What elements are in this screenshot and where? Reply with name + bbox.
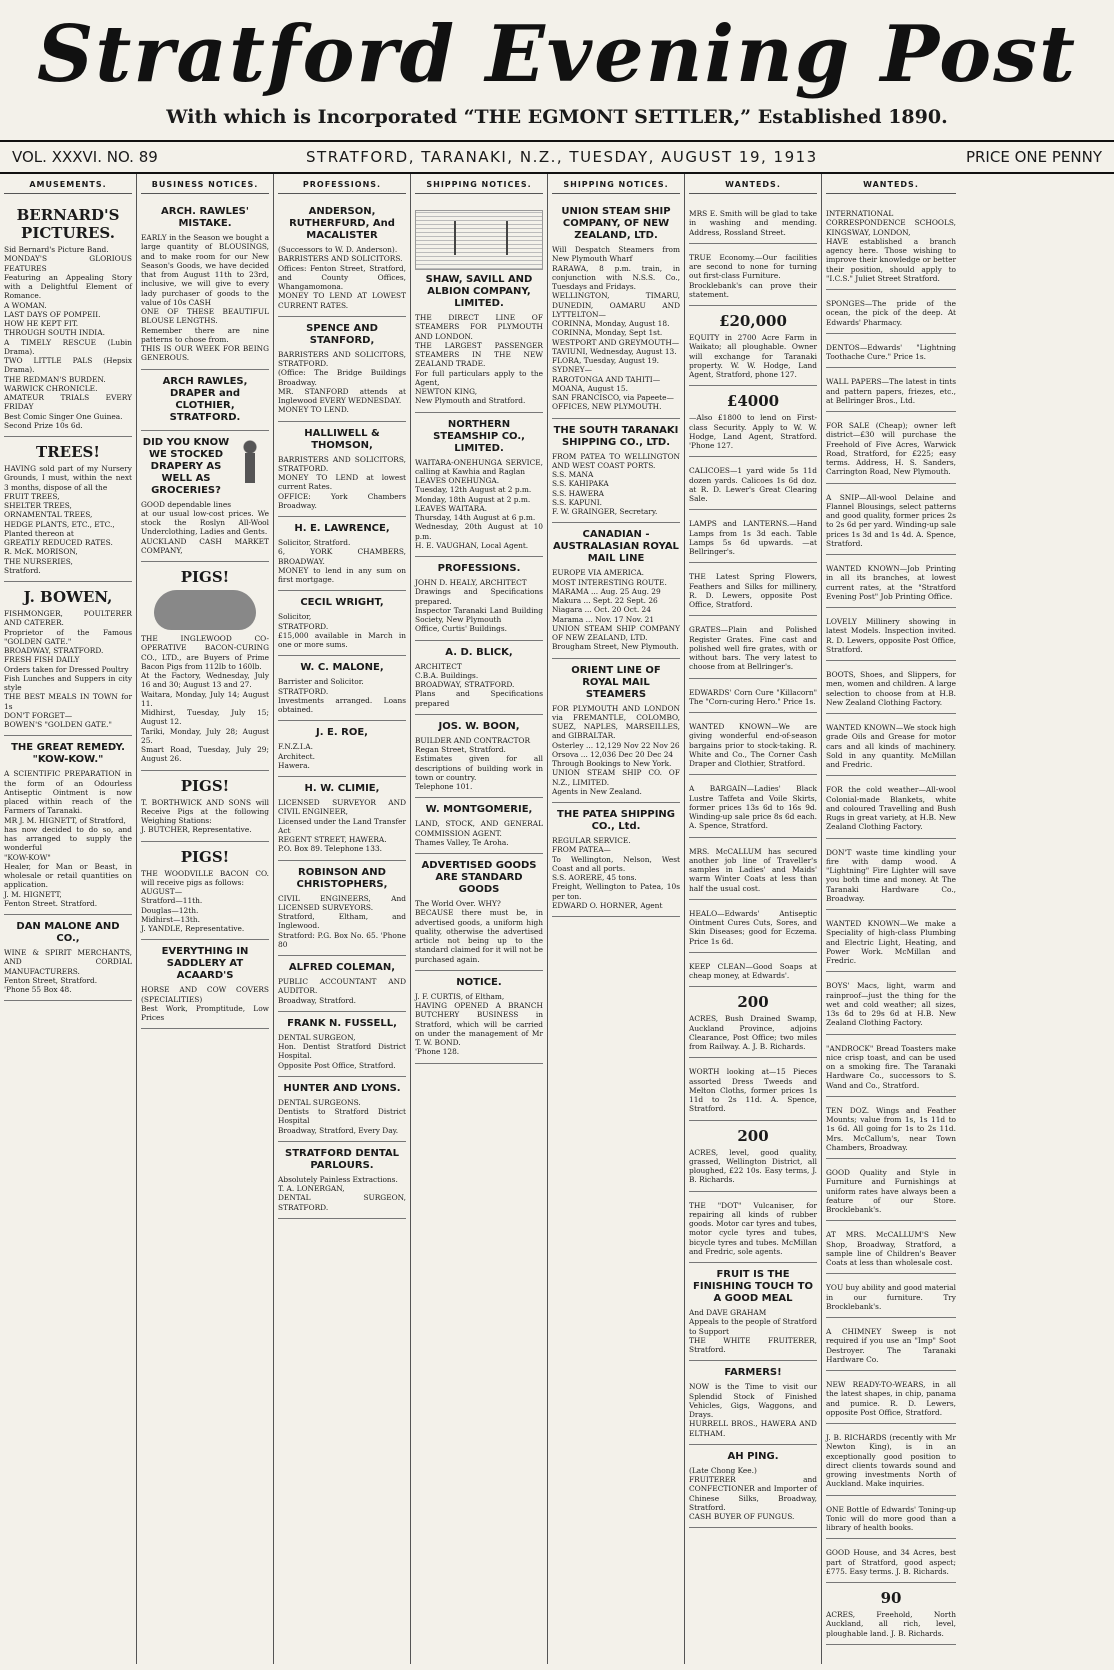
advertisement (689, 386, 817, 457)
advertisement (826, 290, 956, 334)
ad-text: SPONGES—The pride of the ocean, the pick of the deep. At Edwards' Pharmacy. (826, 299, 956, 327)
ad-title: ORIENT LINE OF ROYAL MAIL STEAMERS (571, 664, 661, 700)
ad-title: £4000 (726, 392, 780, 411)
ad-text: THE DIRECT LINE OF STEAMERS FOR PLYMOUTH AND LONDON. THE LARGEST PASSENGER STEAMERS IN THE NEW ZEALAND TRADE. For full particulars apply to the Agent, NEWTON KING, New Plymouth and Stratford. (415, 313, 543, 406)
advertisement (826, 334, 956, 369)
ad-text: ARCHITECT C.B.A. Buildings. BROADWAY, STRATFORD. Plans and Specifications prepared (415, 661, 543, 708)
advertisement (141, 200, 269, 370)
advertisement (141, 562, 269, 771)
ad-text: EUROPE VIA AMERICA. MOST INTERESTING ROUTE. MARAMA ... Aug. 25 Aug. 29 Makura ... Sept. 22 Sept. 26 Niagara ... Oct. 20 Oct. 24 Marama ... Nov. 17 Nov. 21 UNION STEAM SHIP COMPANY OF NEW ZEALAND, LTD. Brougham Street, New Plymouth. (552, 568, 680, 652)
ad-title: CECIL WRIGHT, (300, 597, 384, 609)
ad-title: DAN MALONE AND CO., (16, 921, 120, 944)
ad-title: FRANK N. FUSSELL, (287, 1017, 397, 1029)
advertisement (415, 798, 543, 854)
advertisement (278, 317, 406, 422)
advertisement (826, 1097, 956, 1159)
advertisement (689, 775, 817, 837)
ad-text: TRUE Economy.—Our facilities are second to none for turning out first-class Furniture. Brocklebank's can prove their statement. (689, 252, 817, 299)
column-heading: PROFESSIONS. (278, 180, 406, 194)
advertisement (826, 1159, 956, 1221)
ad-text: DON'T waste time kindling your fire with damp wood. A "Lightning" Fire Lighter will save you both time and money. At The Taranaki Hardware Co., Broadway. (826, 847, 956, 903)
ad-text: WANTED KNOWN—Job Printing in all its branches, at lowest current rates, at the "Stratford Evening Post" Job Printing Office. (826, 564, 956, 601)
column-heading: WANTEDS. (826, 180, 956, 194)
advertisement (689, 306, 817, 386)
advertisement (826, 1496, 956, 1540)
column-heading: SHIPPING NOTICES. (552, 180, 680, 194)
ad-text: WINE & SPIRIT MERCHANTS, AND CORDIAL MANUFACTURERS. Fenton Street, Stratford. 'Phone 55 Box 48. (4, 948, 132, 994)
steamship-illustration (415, 210, 543, 270)
ad-text: NEW READY-TO-WEARS, in all the latest shapes, in chip, panama and pumice. R. D. Lewers, opposite Post Office, Stratford. (826, 1380, 956, 1417)
advertisement (826, 412, 956, 484)
ad-title: PIGS! (180, 776, 230, 795)
ad-title: TREES! (36, 443, 100, 461)
ad-title: PIGS! (180, 847, 230, 866)
ad-text: MRS E. Smith will be glad to take in washing and mending. Address, Rossland Street. (689, 209, 817, 237)
advertisement (689, 1361, 817, 1445)
advertisement (826, 1318, 956, 1371)
bacon-illustration (154, 590, 256, 630)
ad-text: (Successors to W. D. Anderson). BARRISTERS AND SOLICITORS. Offices: Fenton Street, Stratford, and County Offices, Whangamomona. MONEY TO LEND AT LOWEST CURRENT RATES. (278, 245, 406, 310)
advertisement (826, 1221, 956, 1274)
advertisement (689, 616, 817, 678)
price: PRICE ONE PENNY (965, 148, 1102, 166)
advertisement (552, 200, 680, 419)
advertisement (826, 484, 956, 556)
advertisement (4, 582, 132, 736)
ad-title: PIGS! (180, 568, 230, 586)
ad-text: THE Latest Spring Flowers, Feathers and Silks for millinery, R. D. Lewers, opposite Post Office, Stratford. (689, 572, 817, 609)
column-heading: BUSINESS NOTICES. (141, 180, 269, 194)
advertisement (826, 368, 956, 412)
ad-title: AH PING. (727, 1450, 779, 1462)
ad-title: JOS. W. BOON, (438, 720, 520, 732)
ad-text: BARRISTERS AND SOLICITORS, STRATFORD. MONEY TO LEND at lowest current Rates. OFFICE: York Chambers Broadway. (278, 454, 406, 510)
ad-text: FOR SALE (Cheap); owner left district—£30 will purchase the Freehold of Five Acres, Warwick Road, Stratford, for £225; easy terms. Address, H. S. Sanders, Carrington Road, New Plymouth. (826, 421, 956, 477)
ad-text: F.N.Z.I.A. Architect. Hawera. (278, 742, 315, 770)
ad-text: TEN DOZ. Wings and Feather Mounts; value from 1s, 1s 11d to 1s 6d. All going for 1s to 2s 11d. Mrs. McCallum's, near Town Chambers, Broadway. (826, 1105, 956, 1152)
ad-text: HORSE AND COW COVERS (SPECIALITIES) Best Work, Promptitude, Low Prices (141, 985, 269, 1022)
ad-text: THE WOODVILLE BACON CO. will receive pigs as follows: AUGUST— Stratford—11th. Douglas—12th. Midhirst—13th. J. YANDLE, Representative. (141, 868, 269, 933)
ad-text: THE "DOT" Vulcaniser, for repairing all kinds of rubber goods. Motor car tyres and tubes, motor cycle tyres and tubes, bicycle tyres and tubes. McMillan and Fredric, sole agents. (689, 1200, 817, 1256)
ad-text: WANTED KNOWN—We are giving wonderful end-of-season bargains prior to stock-taking. R. White and Co., The Corner Cash Draper and Clothier, Stratford. (689, 722, 817, 768)
advertisement (689, 679, 817, 714)
ad-title: 200 (737, 1126, 769, 1145)
ad-title: £20,000 (719, 312, 787, 330)
column-1 (0, 174, 137, 1664)
advertisement (689, 200, 817, 244)
location-date: STRATFORD, TARANAKI, N.Z., TUESDAY, AUGUST 19, 1913 (306, 148, 818, 166)
masthead (0, 0, 1114, 142)
advertisement (278, 777, 406, 861)
ad-title: ROBINSON AND CHRISTOPHERS, (296, 866, 388, 890)
ad-text: ACRES, Freehold, North Auckland, all rich, level, ploughable land. J. B. Richards. (826, 1610, 956, 1638)
ad-title: SPENCE AND STANFORD, (306, 322, 378, 346)
ad-text: A BARGAIN—Ladies' Black Lustre Taffeta and Voile Skirts, former prices 13s 6d to 16s 9d. Winding-up sale price 8s 6d each. A. Spence, Stratford. (689, 784, 817, 831)
ad-text: Solicitor, Stratford. 6, YORK CHAMBERS, BROADWAY. MONEY to lend in any sum on first mortgage. (278, 538, 406, 584)
advertisement (278, 861, 406, 957)
column-2 (137, 174, 274, 1664)
ad-text: ACRES, level, good quality, grassed, Wellington District, all ploughed, £22 10s. Easy terms, J. B. Richards. (689, 1147, 817, 1185)
ad-text: WORTH looking at—15 Pieces assorted Dress Tweeds and Melton Cloths, former prices 1s 11d to 2s 11d. A. Spence, Stratford. (689, 1067, 817, 1114)
advertisement (826, 972, 956, 1034)
ad-text: LAMPS and LANTERNS.—Hand Lamps from 1s 3d each. Table Lamps 5s 6d upwards. —at Bellringer's. (689, 519, 817, 556)
advertisement (689, 900, 817, 953)
ad-title: ADVERTISED GOODS ARE STANDARD GOODS (421, 860, 537, 895)
ad-text: EDWARDS' Corn Cure "Killacorn" The "Corn-curing Hero." Price 1s. (689, 687, 817, 706)
advertisement (415, 641, 543, 715)
column-3 (274, 174, 411, 1664)
advertisement (278, 656, 406, 721)
advertisement (415, 854, 543, 971)
ad-text: GRATES—Plain and Polished Register Grates. Fine cast and polished well fire grates, with or without bars. The very latest to choose from at Bellringer's. (689, 625, 817, 672)
ad-title: FARMERS! (724, 1367, 782, 1379)
ad-title: HUNTER AND LYONS. (283, 1082, 401, 1094)
ad-title: BERNARD'S PICTURES. (16, 206, 120, 242)
ad-title: SHAW, SAVILL AND ALBION COMPANY, LIMITED. (425, 274, 533, 309)
ad-text: BUILDER AND CONTRACTOR Regan Street, Stratford. Estimates given for all descriptions of building work in town or country. Telephone 101. (415, 735, 543, 791)
ad-title: THE PATEA SHIPPING CO., Ltd. (557, 809, 675, 832)
advertisement (689, 838, 817, 900)
advertisement (278, 1077, 406, 1142)
advertisement (826, 1035, 956, 1097)
advertisement (689, 457, 817, 510)
ad-title: 90 (880, 1589, 902, 1607)
ad-text: WALL PAPERS—The latest in tints and pattern papers, friezes, etc., at Bellringer Bros., Ltd. (826, 377, 956, 405)
ad-title: DID YOU KNOW WE STOCKED DRAPERY AS WELL AS GROCERIES? (142, 436, 230, 496)
advertisement (689, 1192, 817, 1264)
ad-title: CANADIAN - AUSTRALASIAN ROYAL MAIL LINE (553, 529, 679, 565)
ad-text: "ANDROCK" Bread Toasters make nice crisp toast, and can be used on a smoking fire. The Taranaki Hardware Co., successors to S. Wand and Co., Stratford. (826, 1043, 956, 1090)
advertisement (826, 839, 956, 911)
advertisement (4, 437, 132, 582)
advertisement (689, 1445, 817, 1529)
ad-text: KEEP CLEAN—Good Soaps at cheap money, at Edwards'. (689, 961, 817, 980)
ad-text: JOHN D. HEALY, ARCHITECT Drawings and Specifications prepared. Inspector Taranaki Land Building Society, New Plymouth Office, Curtis' Buildings. (415, 578, 543, 634)
ad-title: ANDERSON, RUTHERFURD, And MACALISTER (289, 206, 395, 241)
ad-text: CIVIL ENGINEERS, And LICENSED SURVEYORS. Stratford, Eltham, and Inglewood. Stratford: P.G. Box No. 65. 'Phone 80 (278, 893, 406, 949)
advertisement (278, 200, 406, 317)
newspaper-title: Stratford Evening Post (36, 9, 1078, 100)
ad-title: 200 (737, 993, 769, 1012)
advertisement (415, 971, 543, 1064)
dateline (0, 142, 1114, 174)
ad-text: INTERNATIONAL CORRESPONDENCE SCHOOLS, KINGSWAY, LONDON, HAVE established a branch agency here. Those wishing to improve their knowledge or better their position, should apply to "I.C.S." Juliet Street Stratford. (826, 209, 956, 283)
ad-title: NORTHERN STEAMSHIP CO., LIMITED. (433, 418, 525, 454)
ad-text: A SCIENTIFIC PREPARATION in the form of an Odourless Antiseptic Ointment is now placed within reach of the Farmers of Taranaki. MR J. M. HIGNETT, of Stratford, has now decided to do so, and has arranged to supply the wonderful "KOW-KOW" Healer, for Man or Beast, in wholesale or retail quantities on application. J. M. HIGNETT, Fenton Street. Stratford. (4, 769, 132, 908)
advertisement (826, 714, 956, 776)
ad-text: Sid Bernard's Picture Band. MONDAY'S GLORIOUS FEATURES Featuring an Appealing Story with a Delightful Element of Romance. A WOMAN. LAST DAYS OF POMPEII. HOW HE KEPT FIT. THROUGH SOUTH INDIA. A TIMELY RESCUE (Lubin Drama). TWO LITTLE PALS (Hepsix Drama). THE REDMAN'S BURDEN. WARWICK CHRONICLE. AMATEUR TRIALS EVERY FRIDAY Best Comic Singer One Guinea. Second Prize 10s 6d. (4, 245, 132, 430)
column-7 (822, 174, 960, 1664)
advertisement (278, 956, 406, 1012)
ad-title: THE SOUTH TARANAKI SHIPPING CO., LTD. (553, 424, 679, 448)
advertisement (415, 413, 543, 558)
ad-title: UNION STEAM SHIP COMPANY, OF NEW ZEALAND, LTD. (561, 206, 671, 241)
advertisement (826, 608, 956, 661)
ad-text: DENTAL SURGEON, Hon. Dentist Stratford District Hospital. Opposite Post Office, Stratford. (278, 1032, 406, 1070)
ad-text: J. B. RICHARDS (recently with Mr Newton King), is in an exceptionally good position to direct clients towards sound and growing investments North of Auckland. Make inquiries. (826, 1433, 956, 1489)
ad-title: HALLIWELL & THOMSON, (304, 427, 380, 451)
advertisement (826, 1371, 956, 1424)
ad-text: T. BORTHWICK AND SONS will Receive Pigs at the following Weighing Stations: J. BUTCHER, Representative. (141, 797, 269, 835)
advertisement (689, 1121, 817, 1192)
advertisement (552, 419, 680, 524)
advertisement (826, 910, 956, 972)
ad-text: YOU buy ability and good material in our furniture. Try Brocklebank's. (826, 1283, 956, 1311)
ad-text: Will Despatch Steamers from New Plymouth Wharf RARAWA, 8 p.m. train, in conjunction with N.S.S. Co., Tuesdays and Fridays. WELLINGTON, TIMARU, DUNEDIN, OAMARU AND LYTTELTON— CORINNA, Monday, August 18. CORINNA, Monday, Sept 1st. WESTPORT AND GREYMOUTH— TAVIUNI, Wednesday, August 13. FLORA, Tuesday, August 19. SYDNEY— RAROTONGA AND TAHITI— MOANA, August 15. SAN FRANCISCO, via Papeete— OFFICES, NEW PLYMOUTH. (552, 245, 680, 412)
ad-title: H. W. CLIMIE, (304, 783, 380, 794)
ad-text: LICENSED SURVEYOR AND CIVIL ENGINEER, Licensed under the Land Transfer Act REGENT STREET, HAWERA. P.O. Box 89. Telephone 133. (278, 798, 406, 854)
ad-text: NOW is the Time to visit our Splendid Stock of Finished Vehicles, Gigs, Waggons, and Drays. HURRELL BROS., HAWERA AND ELTHAM. (689, 1382, 817, 1438)
advertisement (278, 422, 406, 518)
ad-text: FOR PLYMOUTH AND LONDON via FREMANTLE, COLOMBO, SUEZ, NAPLES, MARSEILLES, and GIBRALTAR. Osterley ... 12,129 Nov 22 Nov 26 Orsova ... 12,036 Dec 20 Dec 24 Through Bookings to New York. UNION STEAM SHIP CO. OF N.Z., LIMITED. Agents in New Zealand. (552, 703, 680, 796)
ad-text: A SNIP—All-wool Delaine and Flannel Blousings, select patterns and good quality, former prices 2s to 2s 6d per yard. Winding-up sale prices 1s 3d and 1s 4d. A. Spence, Stratford. (826, 492, 956, 548)
advertisement (826, 1274, 956, 1318)
advertisement (689, 563, 817, 616)
advertisement (826, 776, 956, 838)
advertisement (552, 523, 680, 658)
advertisement (689, 1263, 817, 1361)
advertisement (141, 431, 269, 563)
ad-title: THE GREAT REMEDY. "KOW-KOW." (11, 742, 125, 766)
ad-title: ALFRED COLEMAN, (288, 962, 396, 973)
advertisement (826, 1424, 956, 1496)
ad-title: A. D. BLICK, (445, 646, 513, 658)
advertisement (278, 721, 406, 777)
ad-text: FISHMONGER, POULTERER AND CATERER. Proprietor of the Famous "GOLDEN GATE." BROADWAY, STRATFORD. FRESH FISH DAILY Orders taken for Dressed Poultry Fish Lunches and Suppers in city style THE BEST MEALS IN TOWN for 1s DON'T FORGET— BOWEN'S "GOLDEN GATE." (4, 609, 132, 729)
column-5 (548, 174, 685, 1664)
man-illustration (233, 439, 267, 499)
advertisement (826, 661, 956, 714)
advertisement (278, 591, 406, 656)
advertisement (415, 200, 543, 413)
ad-text: THE INGLEWOOD CO-OPERATIVE BACON-CURING CO., LTD., are Buyers of Prime Bacon Pigs from 112lb to 160lb. At the Factory, Wednesday, July 16 and 30; August 13 and 27. Waitara, Monday, July 14; August 11. Midhirst, Tuesday, July 15; August 12. Tariki, Monday, July 28; August 25. Smart Road, Tuesday, July 29; August 26. (141, 634, 269, 764)
ad-text: GOOD House, and 34 Acres, best part of Stratford, good aspect; £775. Easy terms. J. B. Richards. (826, 1548, 956, 1576)
ad-title: NOTICE. (456, 976, 502, 988)
ad-text: FROM PATEA TO WELLINGTON AND WEST COAST PORTS. S.S. MANA S.S. KAHIPAKA S.S. HAWERA S.S. KAPUNI. F. W. GRAINGER, Secretary. (552, 451, 680, 516)
ad-text: LAND, STOCK, AND GENERAL COMMISSION AGENT. Thames Valley, Te Aroha. (415, 819, 543, 847)
ad-text: BOYS' Macs, light, warm and rainproof—just the thing for the wet and cold weather; all sizes, 13s 6d to 29s 6d at H.B. New Zealand Clothing Factory. (826, 981, 956, 1028)
advertisement (141, 771, 269, 842)
ad-title: H. E. LAWRENCE, (294, 523, 390, 534)
column-heading: WANTEDS. (689, 180, 817, 194)
ad-text: LOVELY Millinery showing in latest Models. Inspection invited. R. D. Lewers, opposite Post Office, Stratford. (826, 617, 956, 654)
ad-title: ARCH RAWLES, DRAPER and CLOTHIER, STRATFORD. (162, 375, 248, 423)
column-6 (685, 174, 822, 1664)
ad-text: GOOD Quality and Style in Furniture and Furnishings at uniform rates have always been a feature of our Store. Brocklebank's. (826, 1168, 956, 1214)
column-4 (411, 174, 548, 1664)
ad-text: WAITARA-ONEHUNGA SERVICE, calling at Kawhia and Raglan LEAVES ONEHUNGA. Tuesday, 12th August at 2 p.m. Monday, 18th August at 2 p.m. LEAVES WAITARA. Thursday, 14th August at 6 p.m. Wednesday, 20th August at 10 p.m. H. E. VAUGHAN, Local Agent. (415, 457, 543, 550)
ad-text: CALICOES—1 yard wide 5s 11d dozen yards. Calicoes 1s 6d doz. at R. D. Lewer's Great Clearing Sale. (689, 466, 817, 503)
advertisement (689, 987, 817, 1058)
ad-text: Solicitor, STRATFORD. £15,000 available in March in one or more sums. (278, 612, 406, 649)
advertisement (4, 736, 132, 915)
ad-text: J. F. CURTIS, of Eltham, HAVING OPENED A BRANCH BUTCHERY BUSINESS in Stratford, which will be carried on under the management of Mr T. W. BOND. 'Phone 128. (415, 991, 543, 1057)
ad-text: BARRISTERS AND SOLICITORS, STRATFORD. (Office: The Bridge Buildings Broadway. MR. STANFORD attends at Inglewood EVERY WEDNESDAY. MONEY TO LEND. (278, 349, 406, 415)
ad-title: FRUIT IS THE FINISHING TOUCH TO A GOOD MEAL (693, 1269, 813, 1304)
ad-text: EQUITY in 2700 Acre Farm in Waikato; all ploughable. Owner will exchange for Taranaki property. W. W. Hodge, Land Agent, Stratford, phone 127. (689, 333, 817, 379)
ad-text: PUBLIC ACCOUNTANT AND AUDITOR. Broadway, Stratford. (278, 977, 406, 1005)
advertisement (826, 1583, 956, 1645)
advertisement (415, 715, 543, 799)
ad-title: PROFESSIONS. (437, 563, 521, 574)
ad-text: FOR the cold weather—All-wool Colonial-made Blankets, white and coloured Travelling and Bush Rugs in great variety, at H.B. New Zealand Clothing Factory. (826, 785, 956, 832)
ad-title: J. E. ROE, (316, 727, 368, 739)
ad-text: ONE Bottle of Edwards' Toning-up Tonic will do more good than a library of health books. (826, 1504, 956, 1532)
advertisement (826, 200, 956, 290)
ad-text: GOOD dependable lines at our usual low-cost prices. We stock the Roslyn All-Wool Underclothing, Ladies and Gents. AUCKLAND CASH MARKET COMPANY, (141, 499, 269, 555)
columns (0, 174, 1114, 1664)
ad-title: W. C. MALONE, (300, 662, 384, 674)
advertisement (141, 370, 269, 431)
advertisement (552, 803, 680, 917)
ad-title: EVERYTHING IN SADDLERY AT ACAARD'S (161, 946, 249, 982)
ad-text: REGULAR SERVICE. FROM PATEA— To Wellington, Nelson, West Coast and all ports. S.S. AORERE, 45 tons. Freight, Wellington to Patea, 10s per ton. EDWARD O. HORNER, Agent (552, 836, 680, 910)
ad-text: HEALO—Edwards' Antiseptic Ointment Cures Cuts, Sores, and Skin Diseases; good for Eczema. Price 1s 6d. (689, 908, 817, 946)
ad-text: BOOTS, Shoes, and Slippers, for men, women and children. A large selection to choose from at H.B. New Zealand Clothing Factory. (826, 670, 956, 707)
ad-text: And DAVE GRAHAM Appeals to the people of Stratford to Support THE WHITE FRUITERER, Stratford. (689, 1308, 817, 1354)
ad-text: (Late Chong Kee.) FRUITERER and CONFECTIONER and Importer of Chinese Silks, Broadway, Stratford. CASH BUYER OF FUNGUS. (689, 1465, 817, 1521)
advertisement (4, 915, 132, 1001)
ad-text: Absolutely Painless Extractions. T. A. LONERGAN, DENTAL SURGEON, STRATFORD. (278, 1174, 406, 1212)
ad-title: STRATFORD DENTAL PARLOURS. (285, 1147, 399, 1171)
ad-text: ACRES, Bush Drained Swamp, Auckland Province, adjoins Clearance, Post Office; two miles from Railway. A. J. B. Richards. (689, 1014, 817, 1051)
ad-title: W. MONTGOMERIE, (425, 804, 533, 816)
ad-text: WANTED KNOWN—We stock high grade Oils and Grease for motor cars and all kinds of machinery. Sold in any quantity. McMillan and Fredric. (826, 723, 956, 769)
column-heading: AMUSEMENTS. (4, 180, 132, 194)
advertisement (689, 510, 817, 563)
advertisement (826, 555, 956, 608)
advertisement (415, 557, 543, 641)
advertisement (278, 1012, 406, 1077)
advertisement (278, 517, 406, 591)
ad-text: A CHIMNEY Sweep is not required if you use an "Imp" Soot Destroyer. The Taranaki Hardware Co. (826, 1327, 956, 1364)
ad-text: Barrister and Solicitor. STRATFORD. Investments arranged. Loans obtained. (278, 677, 406, 714)
ad-text: EARLY in the Season we bought a large quantity of BLOUSINGS, and to make room for our New Season's Goods, we have decided that from August 11th to 23rd, inclusive, we will give to every lady purchaser of goods to the value of 10s CASH ONE OF THESE BEAUTIFUL BLOUSE LENGTHS. Remember there are nine patterns to chose from. THIS IS OUR WEEK FOR BEING GENEROUS. (141, 233, 269, 363)
advertisement (689, 953, 817, 988)
ad-text: DENTOS—Edwards' "Lightning Toothache Cure." Price 1s. (826, 342, 956, 361)
advertisement (826, 1539, 956, 1583)
masthead-subtitle: With which is Incorporated “THE EGMONT SETTLER,” Established 1890. (166, 106, 948, 128)
column-heading: SHIPPING NOTICES. (415, 180, 543, 194)
ad-text: HAVING sold part of my Nursery Grounds, I must, within the next 3 months, dispose of all the FRUIT TREES, SHELTER TREES, ORNAMENTAL TREES, HEDGE PLANTS, ETC., ETC., Planted thereon at GREATLY REDUCED RATES. R. McK. MORISON, THE NURSERIES, Stratford. (4, 464, 132, 575)
ad-text: The World Over. WHY? BECAUSE there must be, in advertised goods, a uniform high quality, otherwise the advertised article not being up to the standard claimed for it will not be purchased again. (415, 899, 543, 964)
ad-text: DENTAL SURGEONS. Dentists to Stratford District Hospital Broadway, Stratford, Every Day. (278, 1097, 406, 1135)
advertisement (689, 244, 817, 306)
advertisement (4, 200, 132, 437)
ad-title: J. BOWEN, (23, 588, 113, 606)
advertisement (141, 940, 269, 1029)
ad-text: MRS. McCALLUM has secured another job line of Traveller's samples in Ladies' and Maids' warm Winter Coats at less than half the usual cost. (689, 846, 817, 893)
ad-text: —Also £1800 to lend on First-class Security. Apply to W. W. Hodge, Land Agent, Stratford. 'Phone 127. (689, 413, 817, 450)
advertisement (552, 659, 680, 804)
ad-text: AT MRS. McCALLUM'S New Shop, Broadway, Stratford, a sample line of Children's Beaver Coats at less than wholesale cost. (826, 1230, 956, 1267)
advertisement (141, 842, 269, 941)
ad-title: ARCH. RAWLES' MISTAKE. (161, 206, 249, 229)
advertisement (278, 1142, 406, 1219)
volume-number: VOL. XXXVI. NO. 89 (12, 148, 158, 166)
advertisement (689, 713, 817, 775)
advertisement (689, 1058, 817, 1120)
ad-text: WANTED KNOWN—We make a Speciality of high-class Plumbing and Electric Light, Heating, and Power Work. McMillan and Fredric. (826, 919, 956, 965)
